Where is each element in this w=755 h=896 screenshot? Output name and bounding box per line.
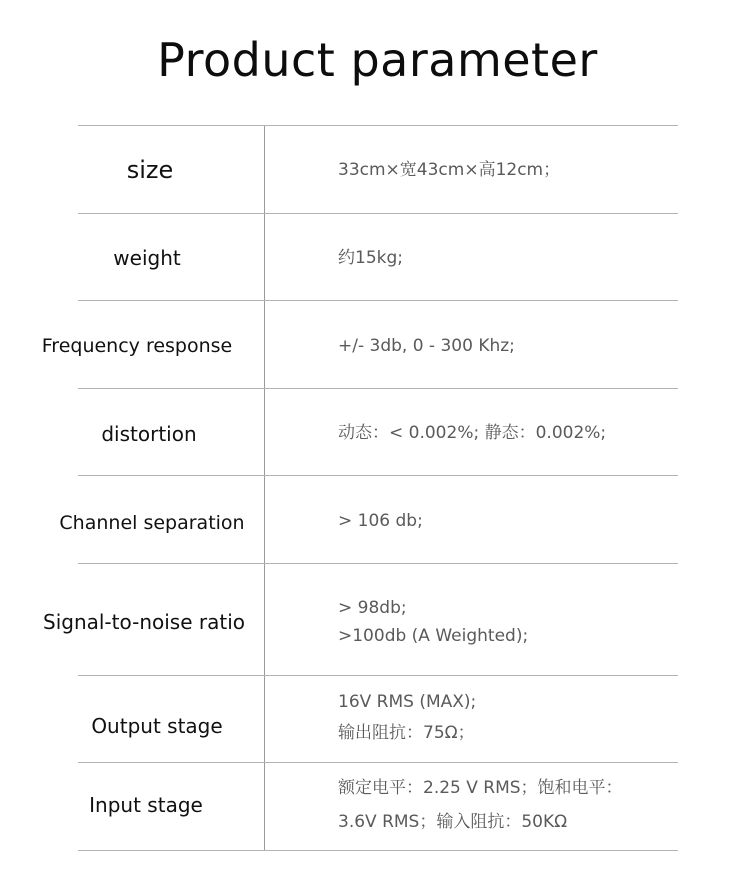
row-divider — [78, 675, 678, 676]
row-divider — [78, 475, 678, 476]
row-value-input-line-1: 额定电平：2.25 V RMS；饱和电平： — [338, 778, 623, 798]
row-label-signal-to-noise-ratio: Signal-to-noise ratio — [43, 610, 245, 634]
row-label-channel-separation: Channel separation — [59, 512, 245, 534]
row-value-snr-line-1: > 98db; — [338, 598, 407, 618]
row-label-input-stage: Input stage — [89, 793, 203, 817]
row-divider — [78, 563, 678, 564]
row-divider — [78, 388, 678, 389]
row-value-output-line-2: 输出阻抗：75Ω； — [338, 723, 475, 743]
row-label-weight: weight — [113, 246, 181, 270]
row-label-frequency-response: Frequency response — [41, 335, 233, 357]
row-label-distortion: distortion — [101, 422, 197, 446]
row-divider — [78, 850, 678, 851]
row-value-size: 33cm×宽43cm×高12cm； — [338, 160, 561, 180]
row-label-output-stage: Output stage — [91, 714, 223, 738]
row-divider — [78, 300, 678, 301]
page-title: Product parameter — [157, 33, 598, 87]
row-value-frequency-response: +/- 3db, 0 - 300 Khz; — [338, 336, 515, 356]
row-divider — [78, 213, 678, 214]
row-value-channel-separation: > 106 db; — [338, 511, 423, 531]
row-value-input-line-2: 3.6V RMS；输入阻抗：50KΩ — [338, 812, 568, 832]
row-value-weight: 约15kg; — [338, 248, 403, 268]
column-divider — [264, 125, 265, 851]
row-divider — [78, 125, 678, 126]
row-divider — [78, 762, 678, 763]
row-value-snr-line-2: >100db (A Weighted); — [338, 626, 529, 646]
row-value-output-line-1: 16V RMS (MAX); — [338, 692, 477, 712]
row-value-distortion: 动态：< 0.002%; 静态：0.002%; — [338, 423, 607, 443]
row-label-size: size — [126, 156, 174, 184]
